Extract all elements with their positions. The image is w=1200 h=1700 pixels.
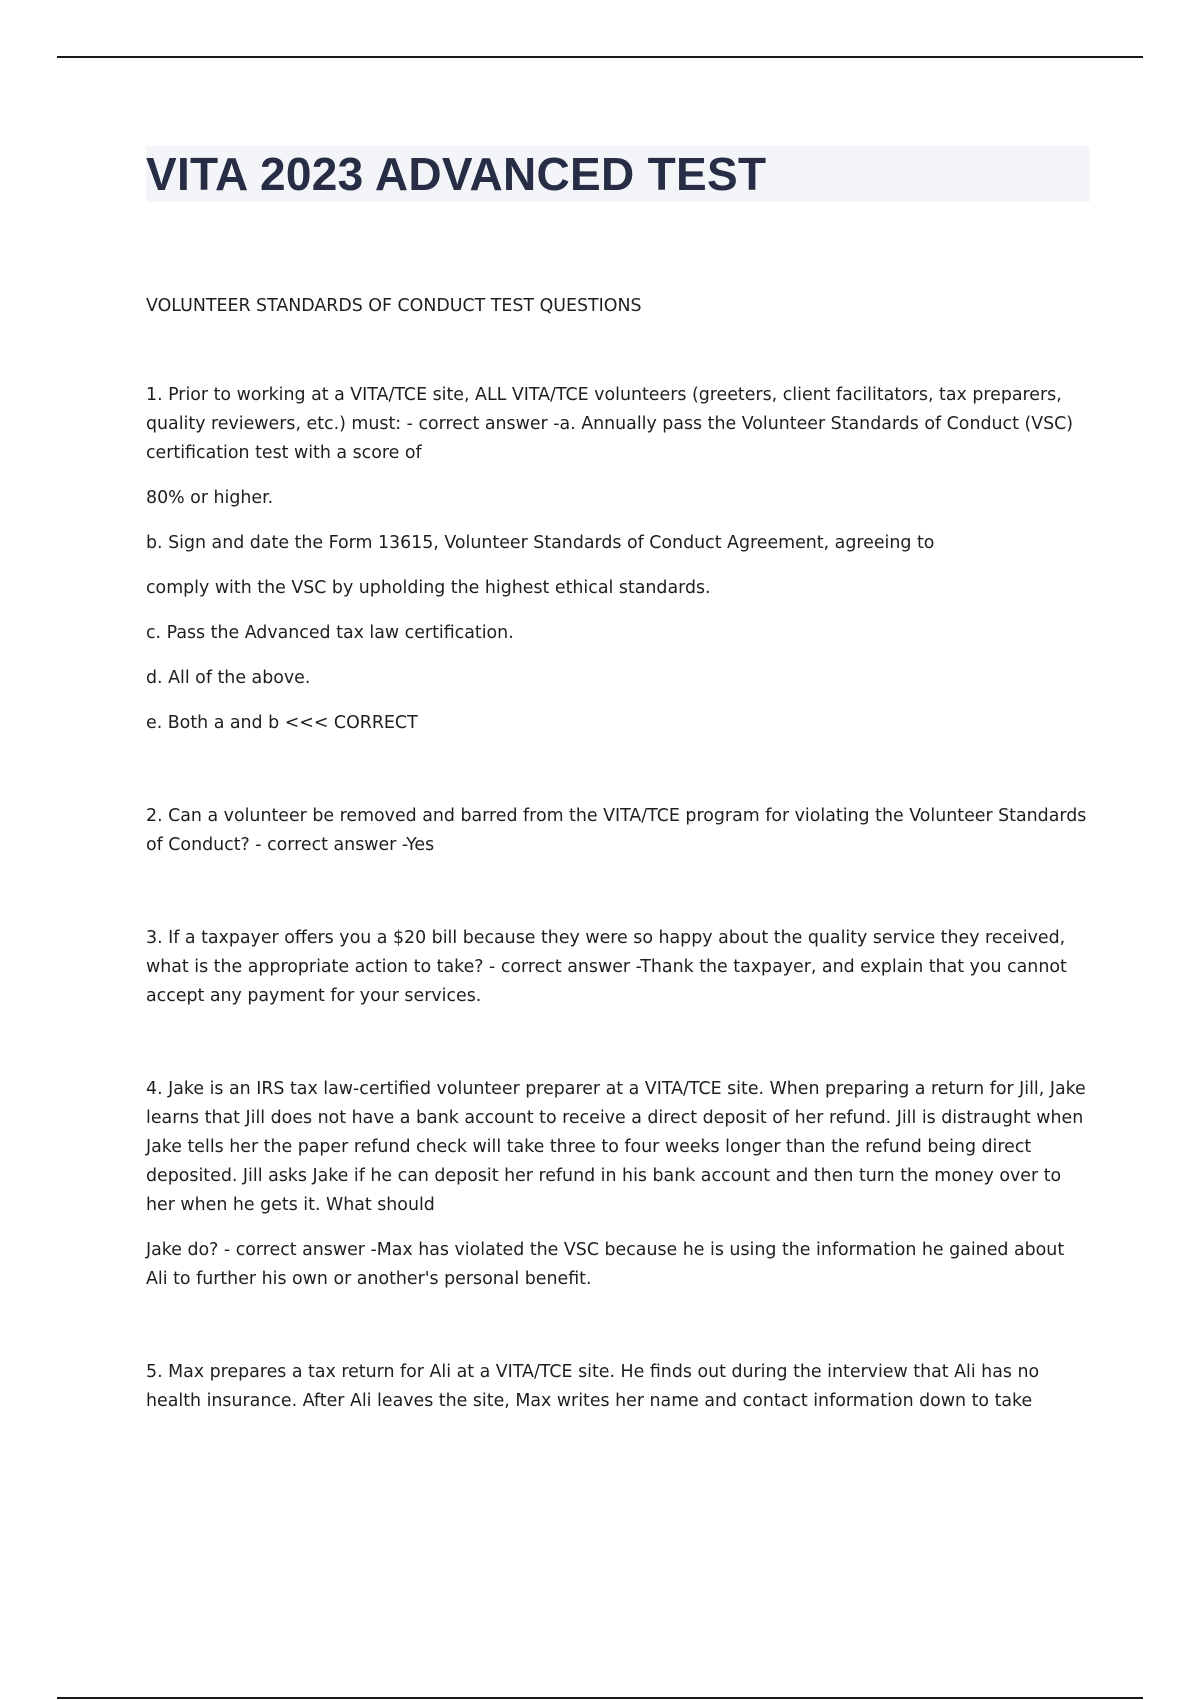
section-subtitle: VOLUNTEER STANDARDS OF CONDUCT TEST QUESTIONS [146,296,642,316]
question-3 [146,924,1090,1011]
document-title: VITA 2023 ADVANCED TEST [146,148,767,200]
question-2-text: 2. Can a volunteer be removed and barred from the VITA/TCE program for violating the Volunteer Standards of Conduct? - correct answer -Yes [146,806,1087,855]
answer-option-e: e. Both a and b <<< CORRECT [146,713,418,733]
question-5 [146,1358,1090,1416]
answer-option-b-continued: comply with the VSC by upholding the highest ethical standards. [146,578,711,598]
question-3-text: 3. If a taxpayer offers you a $20 bill because they were so happy about the quality service they received, what is the appropriate action to take? - correct answer -Thank the taxpayer, and explain that you cannot accept any payment for your services. [146,928,1067,1006]
question-4-text: 4. Jake is an IRS tax law-certified volunteer preparer at a VITA/TCE site. When preparing a return for Jill, Jake learns that Jill does not have a bank account to receive a direct deposit of her refund. Jill is distraught when Jake tells her the paper refund check will take three to four weeks longer than the refund being direct deposited. Jill asks Jake if he can deposit her refund in his bank account and then turn the money over to her when he gets it. What should [146,1079,1086,1215]
question-5-text: 5. Max prepares a tax return for Ali at a VITA/TCE site. He finds out during the interview that Ali has no health insurance. After Ali leaves the site, Max writes her name and contact information down to take [146,1362,1040,1411]
question-1-text: 1. Prior to working at a VITA/TCE site, ALL VITA/TCE volunteers (greeters, client facilitators, tax preparers, quality reviewers, etc.) must: - correct answer -a. Annually pass the Volunteer Standards of Conduct (VSC) certification test with a score of [146,385,1074,463]
question-2 [146,802,1090,860]
answer-option-b: b. Sign and date the Form 13615, Volunteer Standards of Conduct Agreement, agreeing to [146,533,935,553]
question-1-text-continued: 80% or higher. [146,488,274,508]
question-4-answer: Jake do? - correct answer -Max has violated the VSC because he is using the information he gained about Ali to further his own or another's personal benefit. [146,1240,1065,1289]
question-4 [146,1075,1090,1294]
answer-option-d: d. All of the above. [146,668,311,688]
top-rule [57,56,1143,58]
document-body [146,292,1090,1432]
answer-option-c: c. Pass the Advanced tax law certification. [146,623,514,643]
question-1 [146,381,1090,738]
bottom-rule [57,1697,1143,1699]
